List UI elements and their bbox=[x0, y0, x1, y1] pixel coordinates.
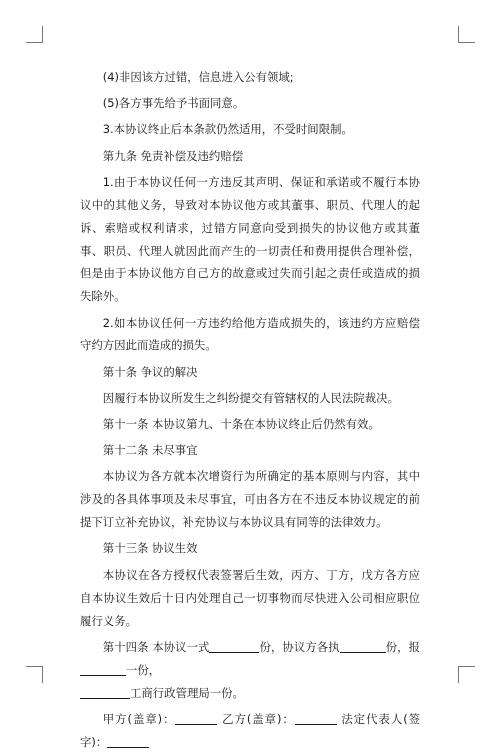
crop-mark-bottom-left bbox=[26, 666, 43, 683]
clause-item-4: (4)非因该方过错，信息进入公有领域; bbox=[102, 70, 294, 84]
copies-each-blank bbox=[340, 640, 386, 652]
article-12-heading: 第十二条 未尽事宜 bbox=[102, 443, 198, 458]
clause-survival: 3.本协议终止后本条款仍然适用，不受时间限制。 bbox=[102, 122, 353, 137]
copies-text-5: 工商行政管理局一份。 bbox=[130, 685, 244, 700]
copies-text-2: 份，协议方各执 bbox=[259, 639, 340, 654]
crop-mark-top-left bbox=[26, 26, 43, 43]
article-13-body: 本协议在各方授权代表签署后生效，丙方、丁方，戊方各方应自本协议生效后十日内处理自己一切事物而尽快进入公司相应职位履行义务。 bbox=[80, 567, 420, 628]
article-11: 第十一条 本协议第九、十条在本协议终止后仍然有效。 bbox=[102, 417, 380, 432]
bureau-name-blank bbox=[80, 686, 130, 698]
clause-item-5: (5)各方事先给予书面同意。 bbox=[102, 96, 245, 111]
article-9-para-2: 2.如本协议任何一方违约给他方造成损失的，该违约方应赔偿守约方因此而造成的损失。 bbox=[80, 315, 420, 353]
copies-text-3: 份，报 bbox=[385, 639, 420, 654]
article-12-body: 本协议为各方就本次增资行为所确定的基本原则与内容，其中涉及的各具体事项及未尽事宜，可由各方在不违反本协议规定的前提下订立补充协议，补充协议与本协议具有同等的法律效力。 bbox=[80, 469, 420, 530]
article-10-body: 因履行本协议所发生之纠纷提交有管辖权的人民法院裁决。 bbox=[102, 390, 399, 405]
copies-text-1: 第十四条 本协议一式 bbox=[102, 639, 210, 654]
copies-text-4: 一份， bbox=[126, 662, 161, 677]
crop-mark-top-right bbox=[458, 26, 475, 43]
copies-report-blank bbox=[80, 663, 126, 675]
crop-mark-bottom-right bbox=[458, 666, 475, 683]
document-body bbox=[80, 66, 420, 754]
party-a-label: 甲方(盖章)： bbox=[102, 711, 176, 726]
legal-rep-signature-blank bbox=[107, 735, 149, 747]
signature-line bbox=[80, 708, 420, 754]
party-a-seal-blank bbox=[175, 712, 217, 724]
party-b-label: 乙方(盖章)： bbox=[222, 711, 295, 726]
legal-rep-label: 法定代表人(签字)： bbox=[80, 711, 421, 749]
article-9-heading: 第九条 免责补偿及违约赔偿 bbox=[102, 148, 244, 163]
article-10-heading: 第十条 争议的解决 bbox=[102, 364, 198, 379]
copies-total-blank bbox=[209, 640, 259, 652]
article-13-heading: 第十三条 协议生效 bbox=[102, 541, 198, 556]
article-14-copies bbox=[80, 636, 420, 705]
article-9-para-1: 1.由于本协议任何一方违反其声明、保证和承诺或不履行本协议中的其他义务，导致对本协议他方或其董事、职员、代理人的起诉、索赔或权利请求，过错方同意向受到损失的协议他方或其董事、职员、代理人就因此而产生的一切责任和费用提供合理补偿，但是由于本协议他方自己方的故意或过失而引起之责任或造成的损失除外。 bbox=[80, 174, 420, 304]
party-b-seal-blank bbox=[295, 712, 337, 724]
